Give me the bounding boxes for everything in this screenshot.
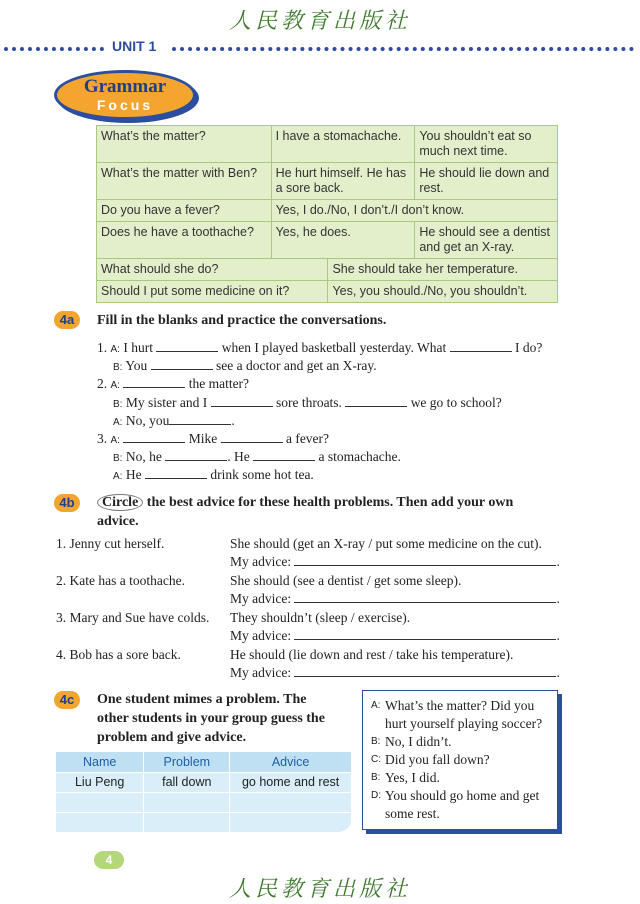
table-cell: What’s the matter? (97, 126, 272, 163)
table-cell: He should lie down and rest. (415, 163, 558, 200)
blank-input[interactable] (123, 431, 185, 443)
advice-choice[interactable]: She should (see a dentist / get some sleep). (230, 573, 462, 588)
dialogue-line: B: No, I didn’t. (371, 734, 452, 749)
table-cell[interactable] (56, 812, 144, 832)
table-cell: She should take her temperature. (328, 259, 558, 281)
table-cell[interactable] (230, 812, 352, 832)
advice-choice[interactable]: They shouldn’t (sleep / exercise). (230, 610, 411, 625)
table-cell: Yes, you should./No, you shouldn’t. (328, 281, 558, 303)
dialogue-line: C: Did you fall down? (371, 752, 490, 767)
table-cell: Do you have a fever? (97, 200, 272, 222)
blank-input[interactable] (151, 358, 213, 370)
advice-choice[interactable]: He should (lie down and rest / take his temperature). (230, 647, 514, 662)
header-name: Name (56, 752, 144, 772)
blank-input[interactable] (450, 340, 512, 352)
dialogue-line: D: You should go home and get (371, 788, 540, 803)
advice-input[interactable] (294, 628, 556, 640)
page-number: 4 (94, 851, 124, 869)
dotted-rule-left (4, 47, 104, 51)
table-cell: What’s the matter with Ben? (97, 163, 272, 200)
table-cell[interactable] (56, 792, 144, 812)
exercise-4a-line-8: A: He drink some hot tea. (113, 467, 314, 482)
unit-label: UNIT 1 (112, 38, 157, 54)
table-row (97, 259, 558, 281)
table-cell[interactable]: go home and rest (230, 772, 352, 792)
table-cell: Does he have a toothache? (97, 222, 272, 259)
table-cell: I have a stomachache. (271, 126, 415, 163)
table-header-row (56, 752, 352, 772)
table-cell[interactable]: Liu Peng (56, 772, 144, 792)
dialogue-line: A: What’s the matter? Did you (371, 698, 535, 713)
dialogue-line: B: Yes, I did. (371, 770, 440, 785)
table-cell: What should she do? (97, 259, 328, 281)
exercise-4a-badge: 4a (54, 311, 80, 329)
grammar-table (96, 125, 558, 303)
problem-advice-table (56, 752, 352, 832)
exercise-4c-badge: 4c (54, 691, 80, 709)
advice-input[interactable] (294, 591, 556, 603)
table-cell: He hurt himself. He has a sore back. (271, 163, 415, 200)
table-cell[interactable] (144, 812, 230, 832)
advice-choice[interactable]: She should (get an X-ray / put some medicine on the cut). (230, 536, 542, 551)
exercise-4b-instruction-cont: advice. (97, 514, 139, 529)
blank-input[interactable] (221, 431, 283, 443)
exercise-4a-line-4: B: My sister and I sore throats. we go to school? (113, 395, 502, 410)
table-row (56, 812, 352, 832)
dialogue-line-cont: hurt yourself playing soccer? (385, 716, 543, 731)
header-advice: Advice (230, 752, 352, 772)
blank-input[interactable] (253, 449, 315, 461)
exercise-4a-line-2: B: You see a doctor and get an X-ray. (113, 358, 377, 373)
exercise-4c-instruction-1: One student mimes a problem. The (97, 692, 307, 707)
exercise-4a-line-1: 1. A: I hurt when I played basketball yesterday. What I do? (97, 340, 543, 355)
grammar-focus-subtitle: Focus (96, 97, 154, 113)
table-row (97, 222, 558, 259)
table-cell: He should see a dentist and get an X-ray. (415, 222, 558, 259)
grammar-focus-title: Grammar (83, 76, 167, 97)
exercise-4a-line-3: 2. A: the matter? (97, 376, 250, 391)
table-cell: Should I put some medicine on it? (97, 281, 328, 303)
table-row (97, 126, 558, 163)
table-cell: Yes, I do./No, I don’t./I don’t know. (271, 200, 557, 222)
table-row (97, 281, 558, 303)
advice-input[interactable] (294, 665, 556, 677)
dotted-rule-right (172, 47, 634, 51)
table-row (97, 163, 558, 200)
publisher-logo-top: 人民教育出版社 (228, 9, 411, 34)
exercise-4b-badge: 4b (54, 494, 80, 512)
publisher-logo-bottom: 人民教育出版社 (228, 877, 411, 902)
exercise-4a-line-6: 3. A: Mike a fever? (97, 431, 330, 446)
example-dialogue-box (362, 690, 558, 830)
exercise-4a-instruction: Fill in the blanks and practice the conversations. (97, 313, 387, 328)
exercise-4b-instruction: Circle the best advice for these health problems. Then add your own (97, 493, 513, 512)
exercise-4a-line-7: B: No, he . He a stomachache. (113, 449, 401, 464)
table-cell[interactable] (144, 792, 230, 812)
table-row (56, 772, 352, 792)
table-cell[interactable] (230, 792, 352, 812)
table-row (97, 200, 558, 222)
blank-input[interactable] (165, 449, 227, 461)
blank-input[interactable] (211, 395, 273, 407)
grammar-focus-badge (54, 70, 196, 120)
unit-header (0, 38, 640, 58)
exercise-4a-line-5: A: No, you . (113, 413, 235, 428)
blank-input[interactable] (345, 395, 407, 407)
circle-word: Circle (97, 494, 143, 511)
table-cell: You shouldn’t eat so much next time. (415, 126, 558, 163)
table-cell: Yes, he does. (271, 222, 415, 259)
blank-input[interactable] (123, 376, 185, 388)
advice-input[interactable] (294, 554, 556, 566)
header-problem: Problem (144, 752, 230, 772)
blank-input[interactable] (169, 413, 231, 425)
table-cell[interactable]: fall down (144, 772, 230, 792)
dialogue-line-cont: some rest. (385, 806, 440, 821)
exercise-4c-instruction-2: other students in your group guess the (97, 711, 325, 726)
blank-input[interactable] (156, 340, 218, 352)
exercise-4c-instruction-3: problem and give advice. (97, 730, 247, 745)
table-row (56, 792, 352, 812)
blank-input[interactable] (145, 467, 207, 479)
